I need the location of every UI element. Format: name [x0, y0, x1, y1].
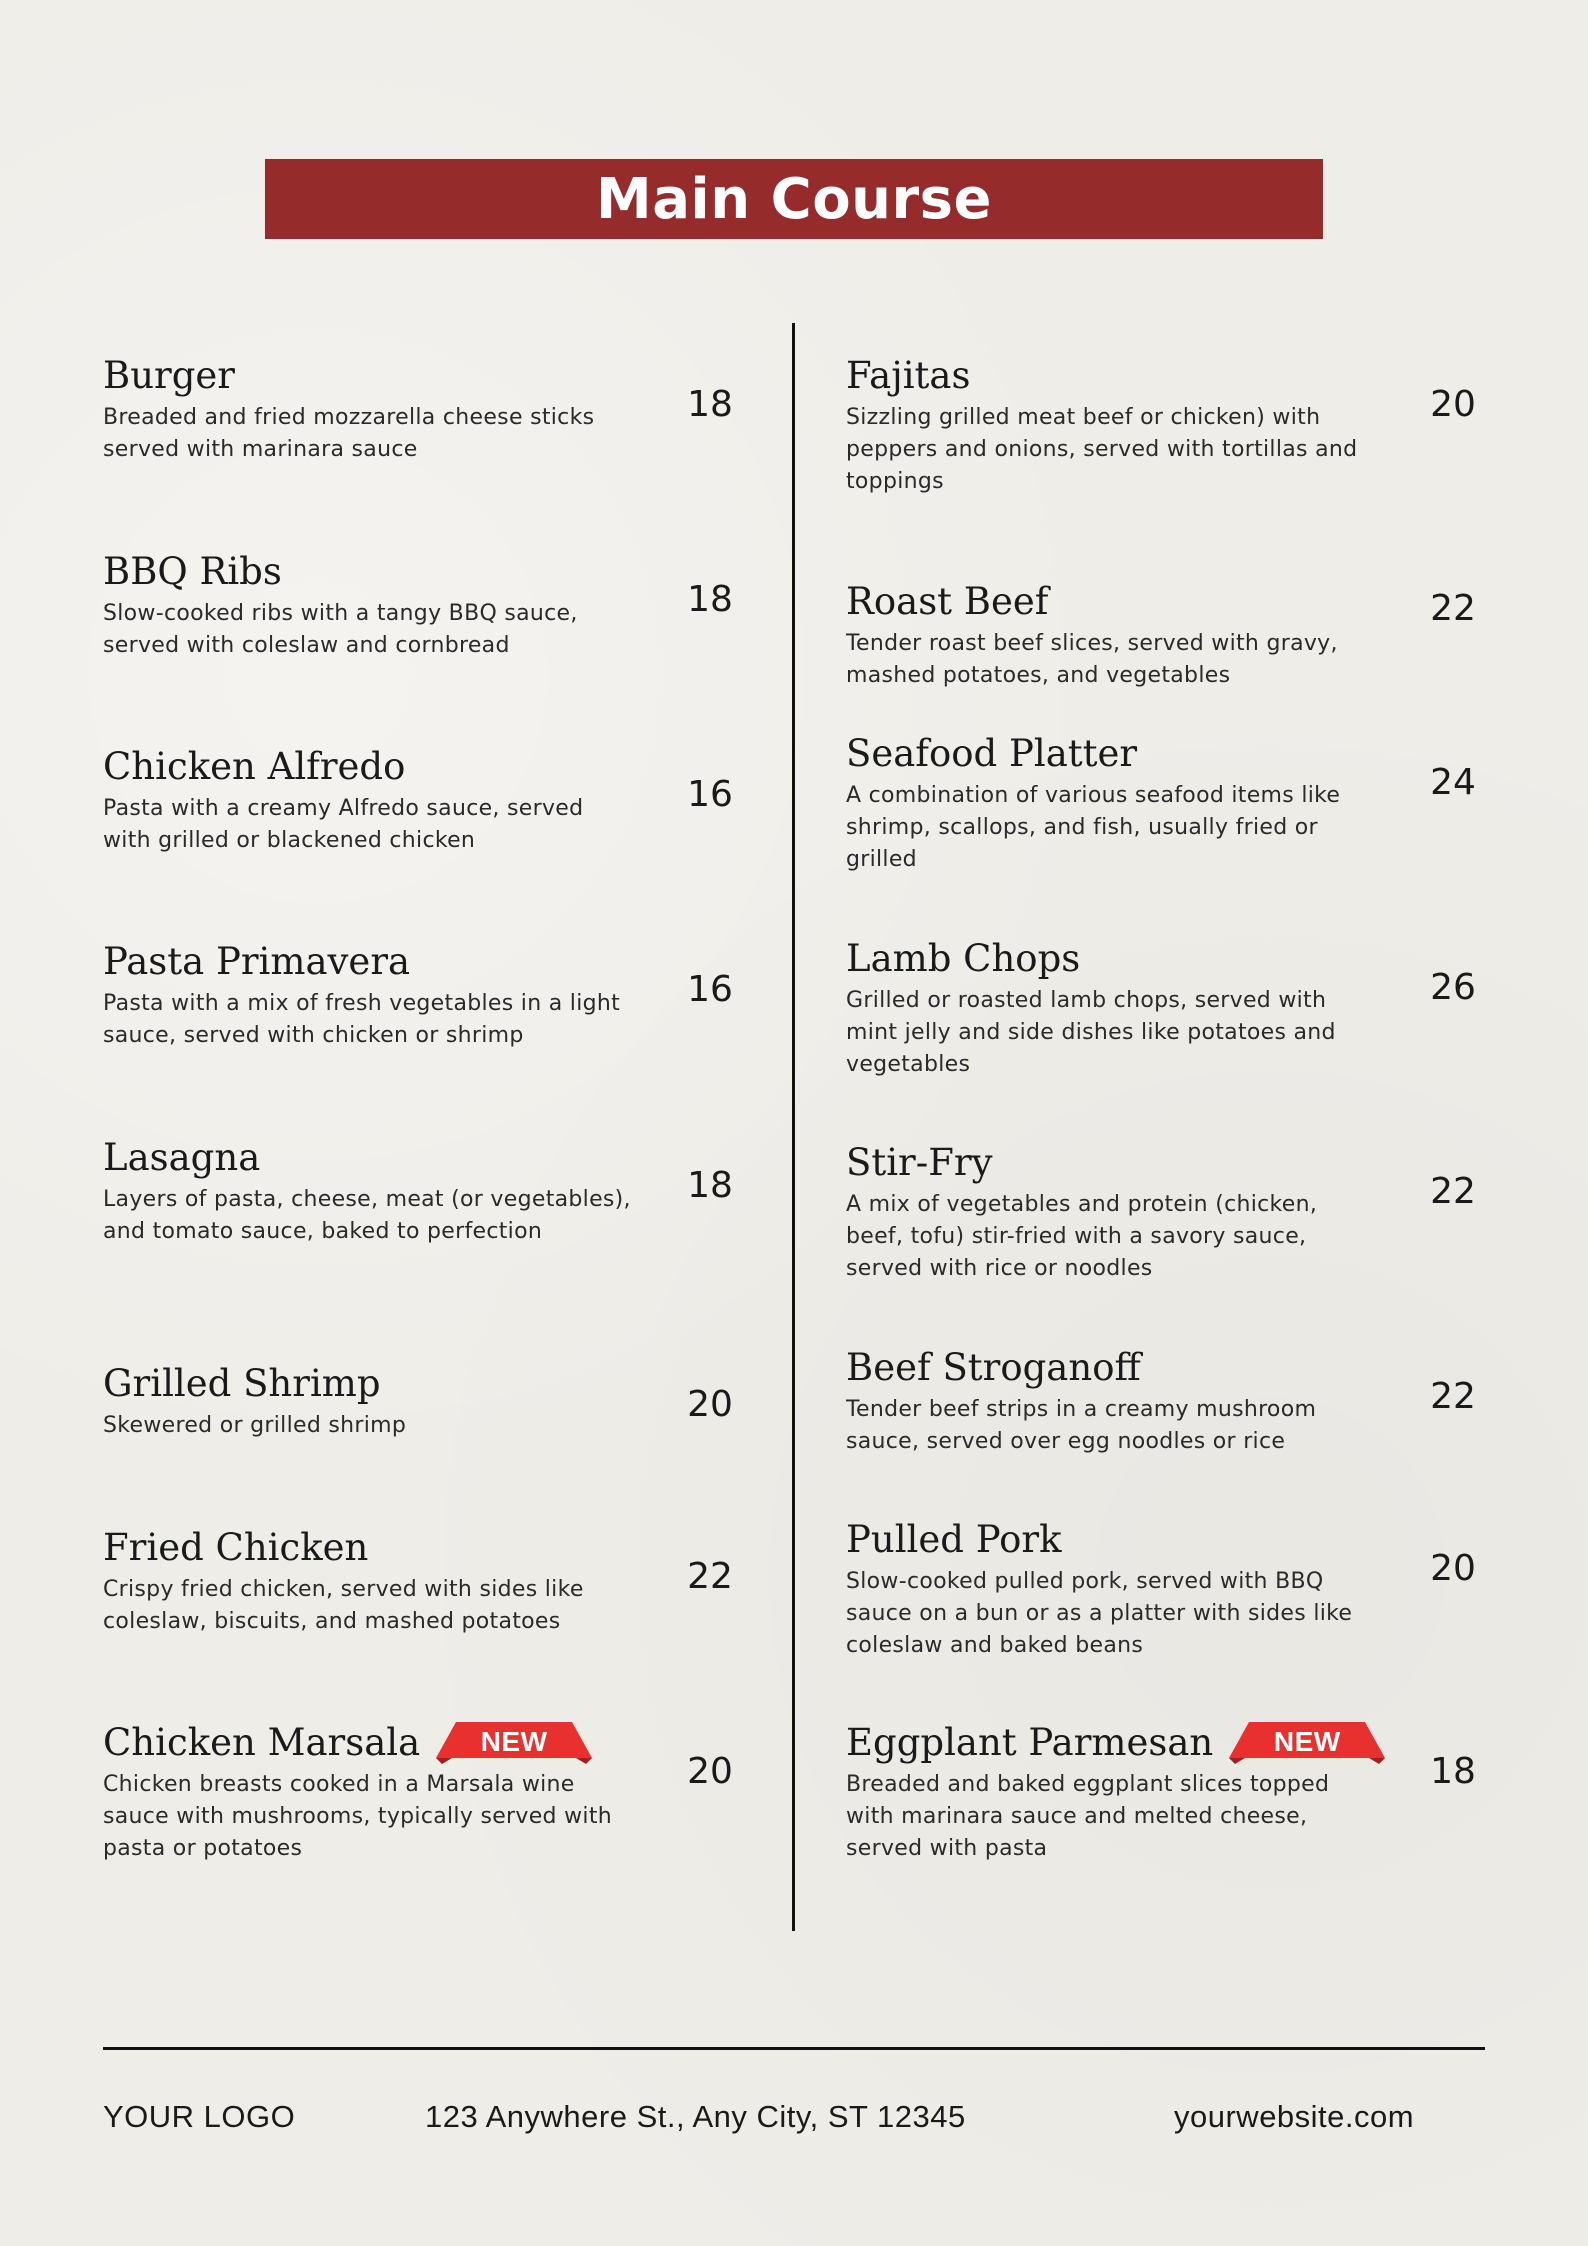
- menu-item-description: Slow-cooked pulled pork, served with BBQ sauce on a bun or as a platter with sides like coleslaw and baked beans: [846, 1569, 1353, 1658]
- menu-item-name: BBQ Ribs: [103, 549, 282, 593]
- menu-item-description: Crispy fried chicken, served with sides like coleslaw, biscuits, and mashed potatoes: [103, 1577, 584, 1634]
- menu-item-name: Chicken Marsala: [103, 1720, 421, 1764]
- menu-item-price: 22: [1430, 1376, 1476, 1417]
- menu-item: [846, 1514, 1376, 1662]
- menu-item-name-row: [103, 936, 633, 986]
- menu-item: [103, 741, 633, 857]
- menu-item: [846, 933, 1376, 1081]
- menu-item-price: 22: [687, 1556, 733, 1597]
- menu-item: [846, 1717, 1376, 1865]
- menu-item-price: 20: [687, 1751, 733, 1792]
- menu-item: [103, 936, 633, 1052]
- menu-item-name: Fajitas: [846, 353, 971, 397]
- menu-item-name: Beef Stroganoff: [846, 1345, 1141, 1389]
- menu-item-description: Pasta with a mix of fresh vegetables in a light sauce, served with chicken or shrimp: [103, 991, 621, 1048]
- title-banner: [265, 159, 1323, 239]
- menu-item-name: Roast Beef: [846, 579, 1049, 623]
- footer-divider: [103, 2047, 1485, 2050]
- menu-item-name-row: [846, 933, 1376, 983]
- menu-item-price: 16: [687, 774, 733, 815]
- menu-item-description: Breaded and baked eggplant slices topped with marinara sauce and melted cheese, served with pasta: [846, 1772, 1330, 1861]
- menu-item-description: A combination of various seafood items like shrimp, scallops, and fish, usually fried or grilled: [846, 783, 1341, 872]
- menu-item-description: Chicken breasts cooked in a Marsala wine sauce with mushrooms, typically served with pasta or potatoes: [103, 1772, 612, 1861]
- menu-item: [846, 350, 1376, 498]
- menu-item-price: 20: [1430, 384, 1476, 425]
- menu-item-price: 18: [687, 579, 733, 620]
- menu-item-description: Layers of pasta, cheese, meat (or vegetables), and tomato sauce, baked to perfection: [103, 1187, 631, 1244]
- menu-item-price: 24: [1430, 762, 1476, 803]
- menu-item-name: Chicken Alfredo: [103, 744, 406, 788]
- menu-item-price: 18: [1430, 1751, 1476, 1792]
- menu-item: [103, 1717, 633, 1865]
- menu-item-name-row: [103, 1358, 633, 1408]
- menu-item-name-row: [846, 576, 1376, 626]
- menu-item-name-row: [103, 1522, 633, 1572]
- menu-item-name-row: [846, 350, 1376, 400]
- menu-item: [103, 1358, 633, 1442]
- new-badge: [432, 1718, 596, 1766]
- menu-item-price: 20: [687, 1384, 733, 1425]
- menu-item-name: Seafood Platter: [846, 731, 1138, 775]
- menu-item-name-row: [846, 1717, 1376, 1767]
- menu-item: [103, 350, 633, 466]
- menu-item-name-row: [846, 728, 1376, 778]
- menu-item-price: 20: [1430, 1548, 1476, 1589]
- menu-item-name: Pulled Pork: [846, 1517, 1062, 1561]
- menu-item-name: Lasagna: [103, 1135, 261, 1179]
- menu-item: [846, 728, 1376, 876]
- menu-item-name-row: [103, 546, 633, 596]
- menu-item-name-row: [846, 1342, 1376, 1392]
- menu-item: [103, 1132, 633, 1248]
- menu-item-price: 26: [1430, 967, 1476, 1008]
- menu-item-name-row: [846, 1514, 1376, 1564]
- menu-item-description: Grilled or roasted lamb chops, served with mint jelly and side dishes like potatoes and vegetables: [846, 988, 1336, 1077]
- page-title: Main Course: [596, 166, 992, 232]
- menu-item-name: Burger: [103, 353, 235, 397]
- new-badge: [1225, 1718, 1389, 1766]
- menu-item-name-row: [103, 741, 633, 791]
- menu-item-name-row: [103, 350, 633, 400]
- menu-item-description: Tender beef strips in a creamy mushroom sauce, served over egg noodles or rice: [846, 1397, 1317, 1454]
- menu-item: [846, 1342, 1376, 1458]
- menu-item-price: 22: [1430, 588, 1476, 629]
- menu-item: [846, 576, 1376, 692]
- menu-item: [103, 1522, 633, 1638]
- menu-item-price: 18: [687, 1165, 733, 1206]
- menu-item-name: Pasta Primavera: [103, 939, 411, 983]
- menu-item-description: Pasta with a creamy Alfredo sauce, served with grilled or blackened chicken: [103, 796, 584, 853]
- menu-item: [846, 1137, 1376, 1285]
- footer-logo: YOUR LOGO: [103, 2099, 296, 2134]
- menu-item-price: 18: [687, 384, 733, 425]
- menu-item-name: Fried Chicken: [103, 1525, 369, 1569]
- menu-item-description: Skewered or grilled shrimp: [103, 1413, 407, 1438]
- column-divider: [792, 323, 795, 1931]
- menu-item-name: Eggplant Parmesan: [846, 1720, 1214, 1764]
- new-badge-label: NEW: [480, 1726, 548, 1757]
- menu-item-name: Grilled Shrimp: [103, 1361, 381, 1405]
- footer-website[interactable]: yourwebsite.com: [1174, 2099, 1415, 2134]
- menu-item-price: 16: [687, 969, 733, 1010]
- menu-item-name-row: [846, 1137, 1376, 1187]
- menu-item: [103, 546, 633, 662]
- menu-item-description: Sizzling grilled meat beef or chicken) with peppers and onions, served with tortillas and toppings: [846, 405, 1358, 494]
- menu-item-name: Stir-Fry: [846, 1140, 993, 1184]
- menu-item-description: A mix of vegetables and protein (chicken, beef, tofu) stir-fried with a savory sauce, served with rice or noodles: [846, 1192, 1318, 1281]
- footer-address: 123 Anywhere St., Any City, ST 12345: [425, 2099, 966, 2134]
- new-badge-label: NEW: [1273, 1726, 1341, 1757]
- menu-item-price: 22: [1430, 1171, 1476, 1212]
- menu-item-description: Slow-cooked ribs with a tangy BBQ sauce, served with coleslaw and cornbread: [103, 601, 578, 658]
- menu-item-name: Lamb Chops: [846, 936, 1081, 980]
- menu-item-name-row: [103, 1717, 633, 1767]
- menu-item-name-row: [103, 1132, 633, 1182]
- menu-item-description: Tender roast beef slices, served with gravy, mashed potatoes, and vegetables: [846, 631, 1338, 688]
- menu-item-description: Breaded and fried mozzarella cheese sticks served with marinara sauce: [103, 405, 595, 462]
